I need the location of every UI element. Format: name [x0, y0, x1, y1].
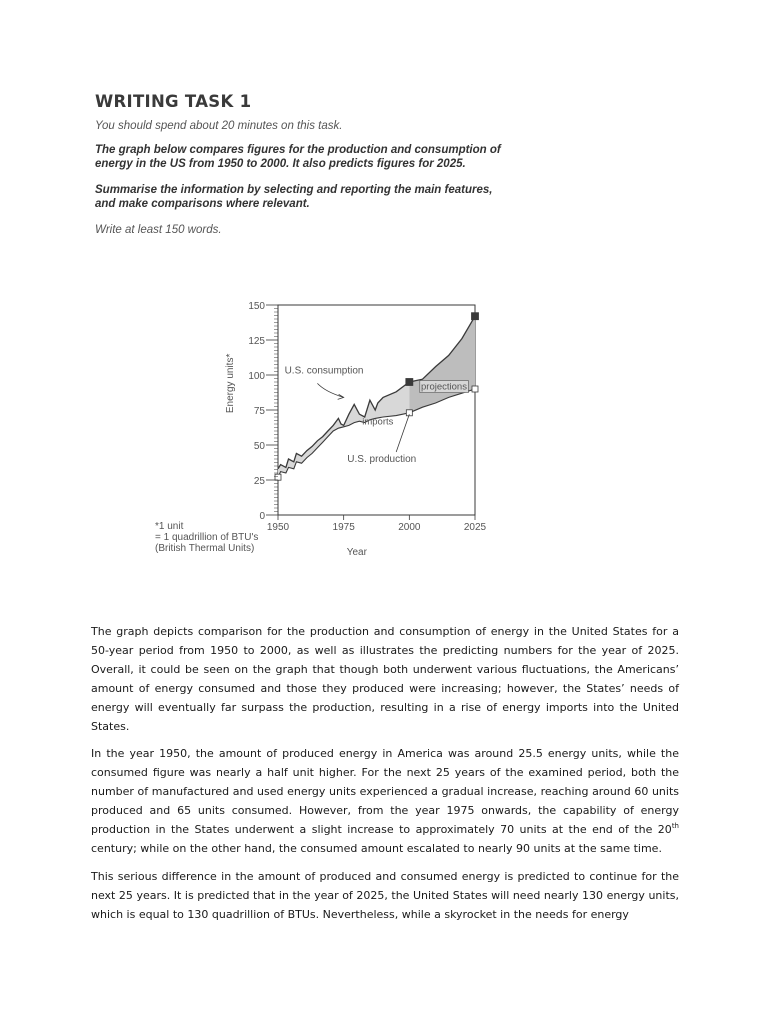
essay-paragraph-2-tail: century; while on the other hand, the consumed amount escalated to nearly 90 units at the same time. [91, 841, 662, 855]
production-pointer [396, 414, 409, 452]
instruction-line-1: Summarise the information by selecting and reporting the main features, [95, 184, 493, 196]
annotation-layer [155, 354, 468, 558]
essay-paragraph-3: This serious difference in the amount of produced and consumed energy is predicted to continue for the next 25 years. It is predicted that in the year of 2025, the United States will need nearly 130 energy units, which is equal to 130 quadrillion of BTUs. Nevertheless, while a skyrocket in the needs for energy [91, 869, 679, 921]
x-tick-label-2000: 2000 [398, 522, 421, 533]
task-heading: WRITING TASK 1 [95, 92, 252, 111]
consumption-marker-2025 [472, 313, 479, 320]
essay-paragraph-2 [91, 745, 679, 858]
annotation-us-production: U.S. production [347, 453, 417, 465]
writing-task [95, 92, 565, 237]
y-tick-label-25: 25 [253, 476, 265, 487]
x-tick-label-1975: 1975 [332, 522, 355, 533]
production-marker-2025 [472, 386, 478, 392]
footnote-line-1: *1 unit [155, 521, 184, 532]
x-tick-label-1950: 1950 [266, 522, 290, 533]
prompt-line-2: energy in the US from 1950 to 2000. It also predicts figures for 2025. [95, 158, 466, 170]
y-tick-label-125: 125 [248, 336, 265, 347]
footnote-line-2: = 1 quadrillion of BTU's [155, 532, 259, 543]
essay-text [91, 623, 679, 934]
word-count-note: Write at least 150 words. [95, 224, 222, 236]
y-tick-label-150: 150 [248, 301, 265, 312]
y-axis-label: Energy units* [225, 353, 236, 414]
time-note: You should spend about 20 minutes on this task. [95, 120, 343, 132]
energy-chart [140, 295, 520, 570]
y-tick-label-0: 0 [259, 511, 265, 522]
essay-paragraph-2-text: In the year 1950, the amount of produced energy in America was around 25.5 energy units, while the consumed figure was nearly a half unit higher. For the next 25 years of the examined period, both the number of manufactured and used energy units experienced a gradual increase, reaching around 60 units produced and 65 units consumed. However, from the year 1975 onwards, the capability of energy production in the States underwent a slight increase to approximately 70 units at the end of the 20 [91, 747, 679, 837]
y-tick-label-50: 50 [253, 441, 265, 452]
instruction-line-2: and make comparisons where relevant. [95, 198, 310, 210]
projections-area [409, 316, 475, 413]
y-tick-label-75: 75 [253, 406, 265, 417]
annotation-us-consumption: U.S. consumption [284, 365, 364, 377]
production-marker-1950 [275, 474, 281, 480]
footnote-line-3: (British Thermal Units) [155, 543, 255, 554]
x-tick-label-2025: 2025 [463, 522, 487, 533]
annotation-imports: imports [362, 416, 394, 428]
consumption-arrowhead [338, 394, 344, 399]
y-tick-label-100: 100 [248, 371, 265, 382]
annotation-projections: projections [421, 381, 467, 393]
x-axis-label: Year [346, 547, 367, 558]
prompt-line-1: The graph below compares figures for the production and consumption of [95, 144, 501, 156]
essay-paragraph-1: The graph depicts comparison for the production and consumption of energy in the United States for a 50-year period from 1950 to 2000, as well as illustrates the predicting numbers for the year of 2025. Overall, it could be seen on the graph that though both underwent various fluctuations, the Americans’ amount of energy consumed and those they produced were increasing; however, the States’ needs of energy will eventually far surpass the production, resulting in a rise of energy imports into the United States. [91, 625, 679, 733]
superscript-th: th [671, 822, 679, 831]
consumption-marker-2000 [406, 379, 413, 386]
